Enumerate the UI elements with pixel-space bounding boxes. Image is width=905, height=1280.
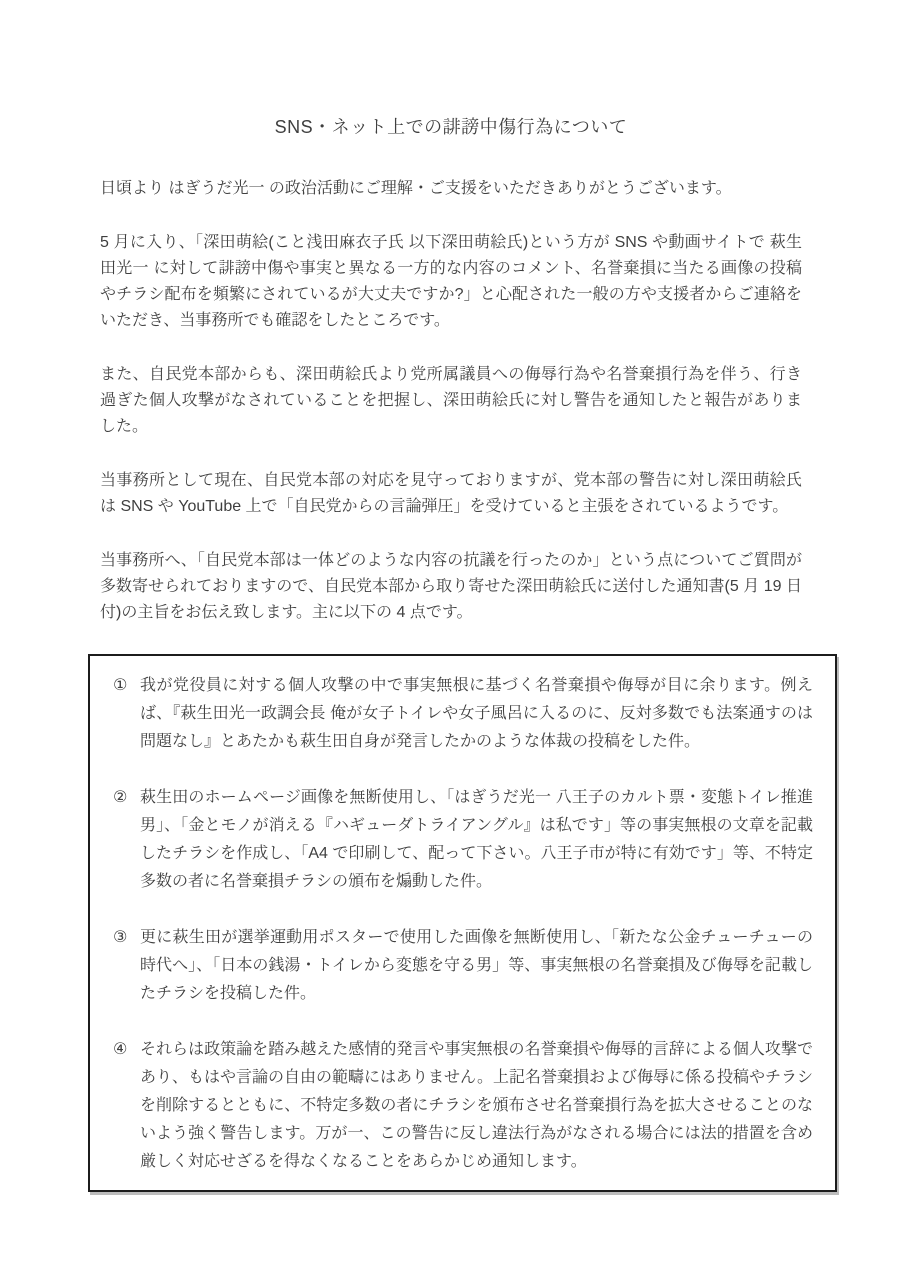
circled-number-1: ① [113,677,128,694]
paragraph-notice-intro: 当事務所へ、「自民党本部は一体どのような内容の抗議を行ったのか」という点についてご質問が多数寄せられておりますので、自民党本部から取り寄せた深田萌絵氏に送付した通知書(5 月 19 日付)の主旨をお伝え致します。主に以下の 4 点です。 [100,552,802,621]
circled-number-2: ② [113,789,128,806]
notice-item-1-text: 我が党役員に対する個人攻撃の中で事実無根に基づく名誉棄損や侮辱が目に余ります。例えば、『萩生田光一政調会長 俺が女子トイレや女子風呂に入るのに、反対多数でも法案通すのは問題なし』とあたかも萩生田自身が発言したかのような体裁の投稿をした件。 [140,677,813,750]
notice-item-4-text: それらは政策論を踏み越えた感情的発言や事実無根の名誉棄損や侮辱的言辞による個人攻撃であり、もはや言論の自由の範疇にはありません。上記名誉棄損および侮辱に係る投稿やチラシを削除するとともに、不特定多数の者にチラシを頒布させ名誉棄損行為を拡大させることのないよう強く警告します。万が一、この警告に反し違法行為がなされる場合には法的措置を含め厳しく対応せざるを得なくなることをあらかじめ通知します。 [140,1041,813,1170]
circled-number-3: ③ [113,929,128,946]
paragraph-supporter-reports: 5 月に入り、「深田萌絵(こと浅田麻衣子氏 以下深田萌絵氏)という方が SNS や動画サイトで 萩生田光一 に対して誹謗中傷や事実と異なる一方的な内容のコメント、名誉棄損に当たる画像の投稿やチラシ配布を頻繁にされているが大丈夫ですか?」と心配された一般の方や支援者からご連絡をいただき、当事務所でも確認をしたところです。 [100,234,802,329]
paragraph-party-warning: また、自民党本部からも、深田萌絵氏より党所属議員への侮辱行為や名誉棄損行為を伴う、行き過ぎた個人攻撃がなされていることを把握し、深田萌絵氏に対し警告を通知したと報告がありました。 [100,366,802,435]
circled-number-4: ④ [113,1041,128,1058]
paragraph-claimed-suppression: 当事務所として現在、自民党本部の対応を見守っておりますが、党本部の警告に対し深田萌絵氏は SNS や YouTube 上で「自民党からの言論弾圧」を受けていると主張をされているようです。 [100,472,802,515]
notice-item-2-text: 萩生田のホームページ画像を無断使用し、「はぎうだ光一 八王子のカルト票・変態トイレ推進男」、「金とモノが消える『ハギューダトライアングル』は私です」等の事実無根の文章を記載したチラシを作成し、「A4 で印刷して、配って下さい。八王子市が特に有効です」等、不特定多数の者に名誉棄損チラシの頒布を煽動した件。 [140,789,813,890]
notice-item-3-text: 更に萩生田が選挙運動用ポスターで使用した画像を無断使用し、「新たな公金チューチューの時代へ」、「日本の銭湯・トイレから変態を守る男」等、事実無根の名誉棄損及び侮辱を記載したチラシを投稿した件。 [140,929,813,1002]
notice-item-3 [90,924,813,1008]
notice-item-2 [90,784,813,896]
document-body [0,0,905,626]
notice-item-4 [90,1036,813,1176]
page-title: SNS・ネット上での誹謗中傷行為について [274,117,628,137]
paragraph-greeting: 日頃より はぎうだ光一 の政治活動にご理解・ご支援をいただきありがとうございます。 [100,180,732,197]
notice-item-1 [90,672,813,756]
notice-box [88,654,837,1192]
